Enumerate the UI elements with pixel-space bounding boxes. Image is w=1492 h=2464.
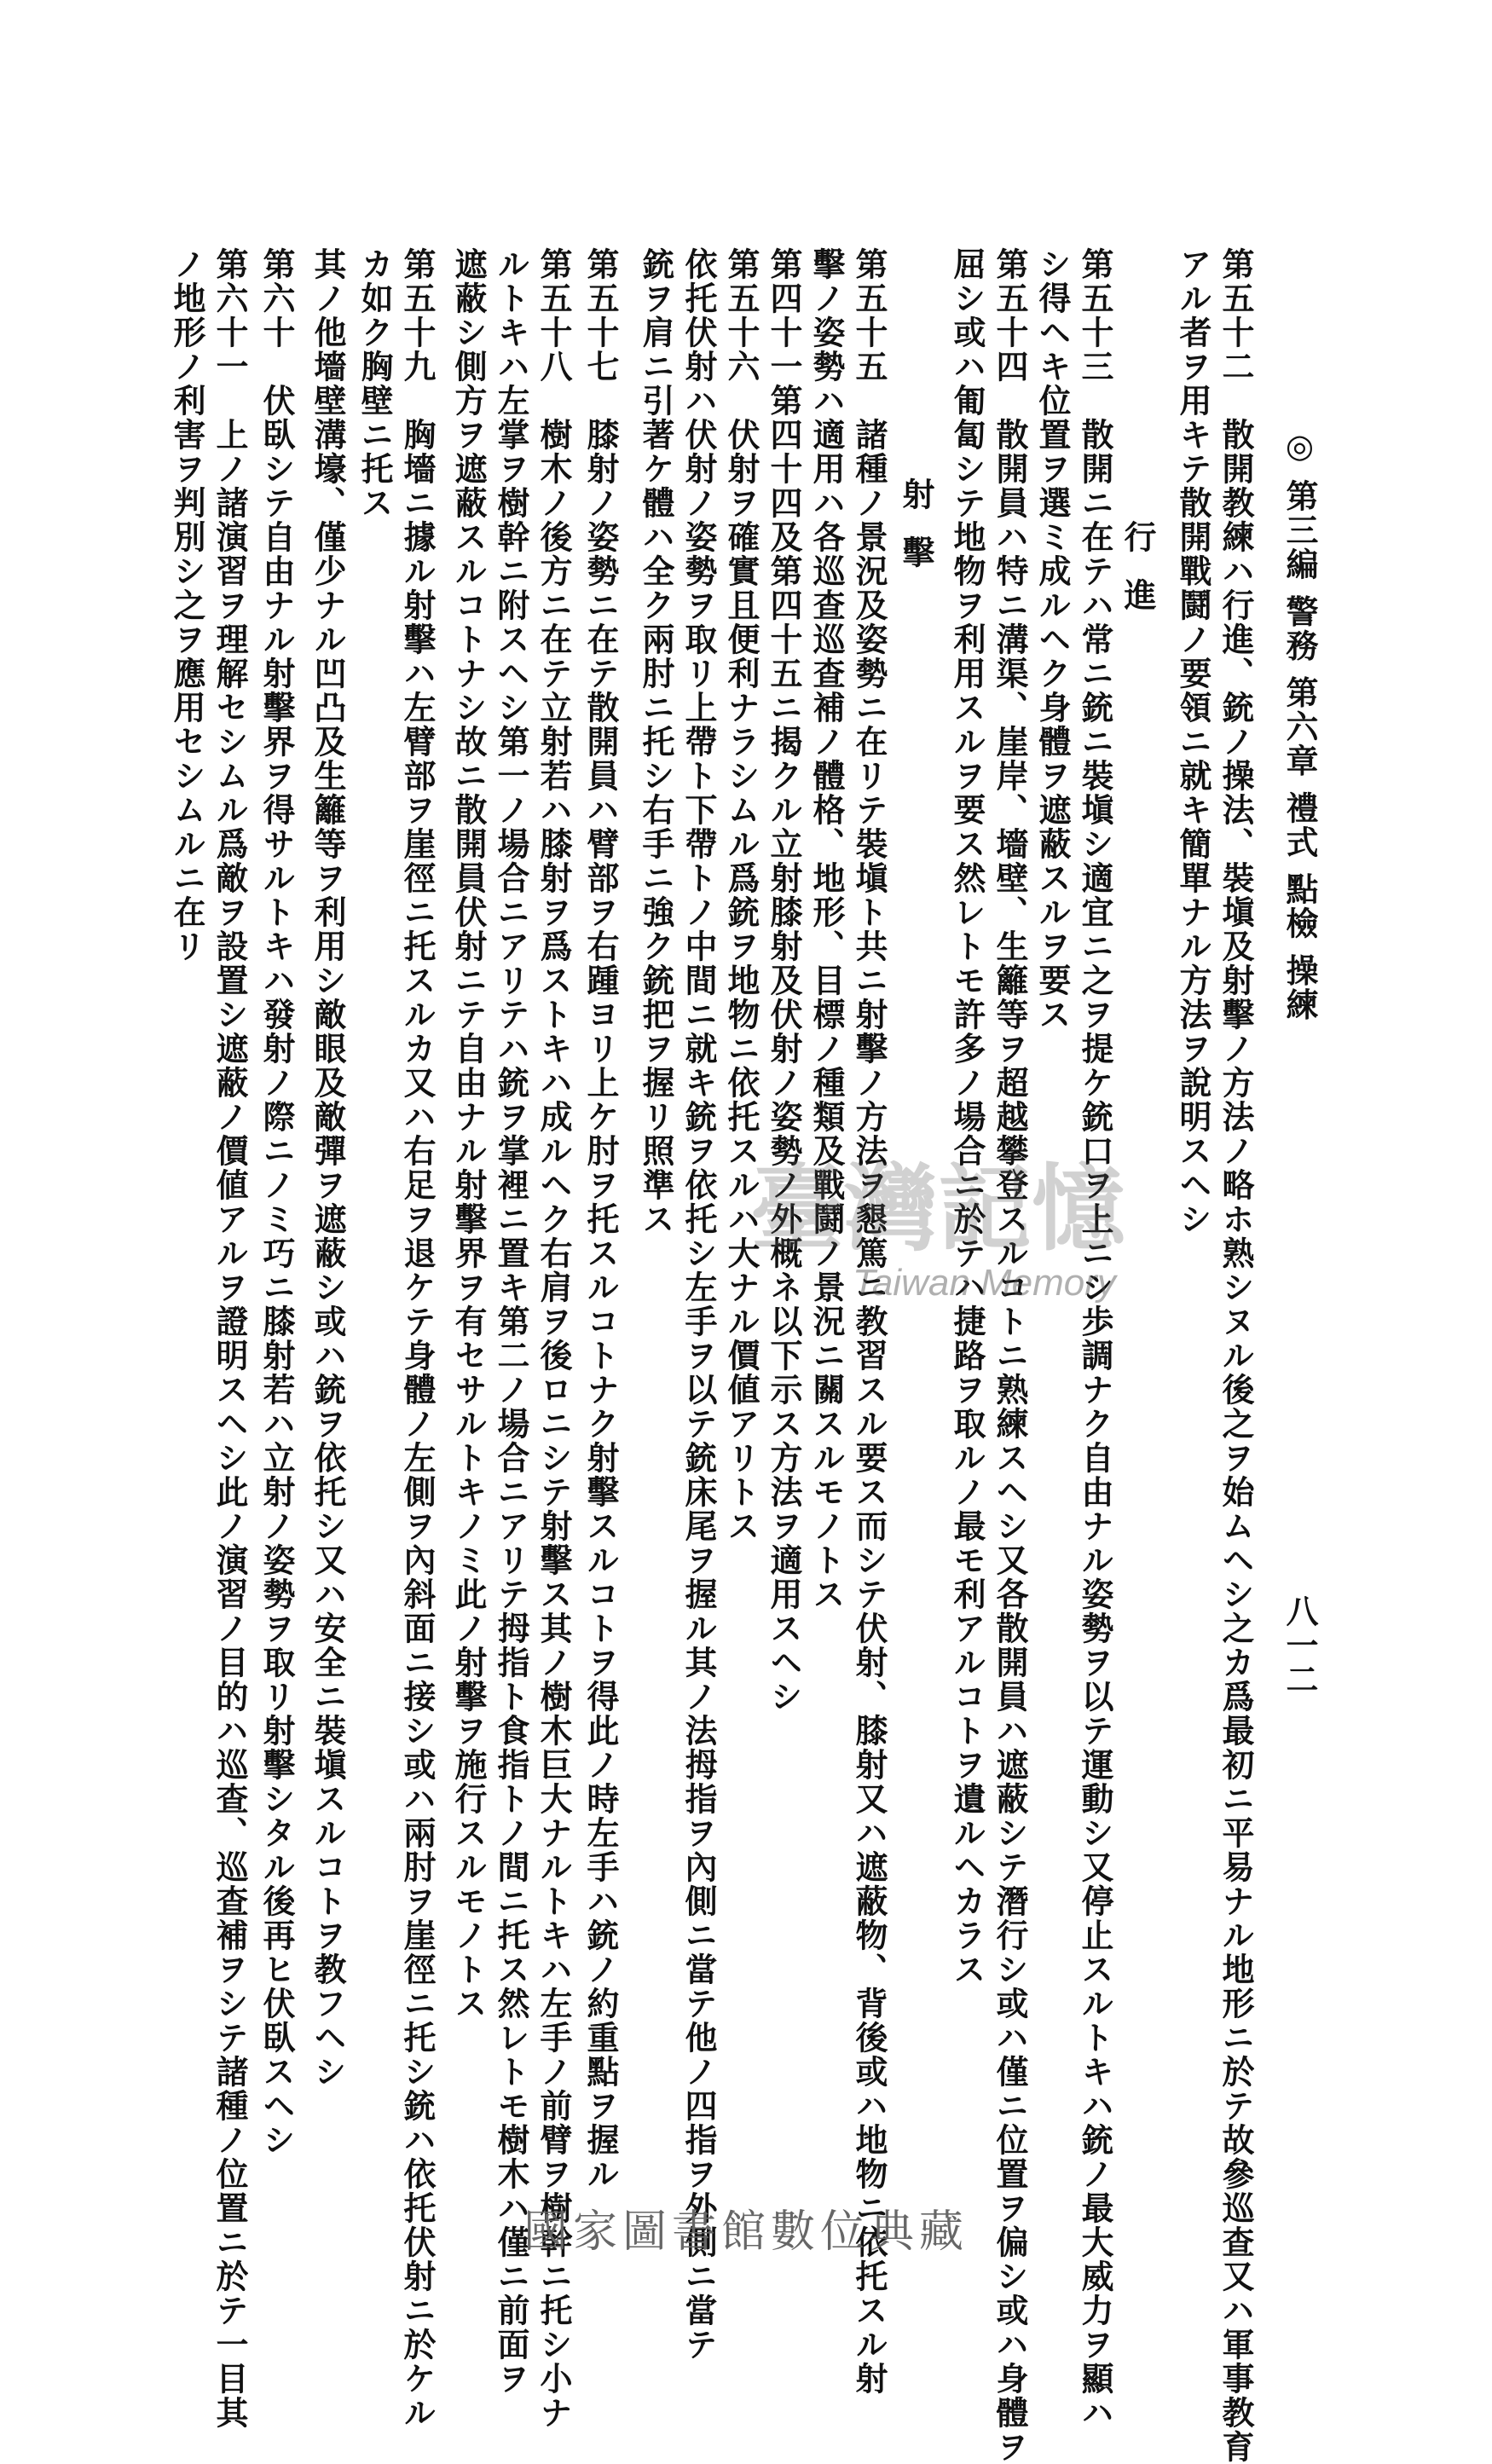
article-54-line-2: 屈シ或ハ匍匐シテ地物ヲ利用スルヲ要ス然レトモ許多ノ場合ニ於テハ捷路ヲ取ルノ最モ利アルコトヲ遺ルヘカラス bbox=[948, 247, 986, 1987]
article-60-line-1 bbox=[256, 247, 297, 2157]
article-text: 胸墻ニ據ル射擊ハ左臂部ヲ崖徑ニ托スルカ又ハ右足ヲ退ケテ身體ノ左側ヲ內斜面ニ接シ或ハ兩肘ヲ崖徑ニ托シ銃ハ依托伏射ニ於ケル bbox=[398, 418, 437, 2430]
article-text: 散開教練ハ行進、銃ノ操法、裝塡及射擊ノ方法ノ略ホ熟シヌル後之ヲ始ムヘシ之カ爲最初ニ平易ナル地形ニ於テ故參巡查又ハ軍事教育 bbox=[1217, 418, 1255, 2464]
article-52-line-2: アル者ヲ用キテ散開戰鬪ノ要領ニ就キ簡單ナル方法ヲ說明スヘシ bbox=[1174, 247, 1212, 1236]
article-number: 第六十 bbox=[257, 247, 296, 350]
article-55-line-1 bbox=[848, 247, 889, 2396]
article-number: 第五十七 bbox=[581, 247, 620, 384]
article-55-line-3: 第四十一第四十四及第四十五ニ揭クル立射膝射及伏射ノ姿勢ノ外概ネ以下示ス方法ヲ適用スヘシ bbox=[765, 247, 803, 1714]
article-56-line-1 bbox=[720, 247, 761, 1543]
article-text: 膝射ノ姿勢ニ在テ散開員ハ臂部ヲ右踵ヨリ上ケ肘ヲ托スルコトナク射擊スルコトヲ得此ノ時左手ハ銃ノ約重點ヲ握ル bbox=[581, 418, 620, 2191]
article-57-line-1 bbox=[580, 247, 621, 2191]
article-text: 伏射ヲ確實且便利ナラシムル爲銃ヲ地物ニ依托スルハ大ナル價値アリトス bbox=[722, 418, 760, 1543]
article-text: 散開ニ在テハ常ニ銃ニ裝塡シ適宜ニ之ヲ提ケ銃口ヲ上ニシ歩調ナク自由ナル姿勢ヲ以テ運動シ又停止スルトキハ銃ノ最大威力ヲ顯ハ bbox=[1076, 418, 1114, 2430]
article-56-line-3: 銃ヲ肩ニ引著ケ體ハ全ク兩肘ニ托シ右手ニ強ク銃把ヲ握リ照準ス bbox=[637, 247, 675, 1236]
article-number: 第五十六 bbox=[722, 247, 760, 384]
section-heading-shooting: 射擊 bbox=[897, 477, 935, 593]
article-58-line-3: 遮蔽シ側方ヲ遮蔽スルコトナシ故ニ散開員伏射ニテ自由ナル射擊界ヲ有セサルトキノミ此ノ射擊ヲ施行スルモノトス bbox=[449, 247, 488, 2021]
article-59-line-3: 其ノ他墻壁溝壕、僅少ナル凹凸及生籬等ヲ利用シ敵眼及敵彈ヲ遮蔽シ或ハ銃ヲ依托シ又ハ安全ニ裝塡スルコトヲ教フヘシ bbox=[309, 247, 347, 2089]
article-56-line-2: 依托伏射ハ伏射ノ姿勢ヲ取リ上帶ト下帶トノ中間ニ就キ銃ヲ依托シ左手ヲ以テ銃床尾ヲ握ル其ノ法拇指ヲ內側ニ當テ他ノ四指ヲ外側ニ當テ bbox=[679, 247, 718, 2362]
article-number: 第五十八 bbox=[535, 247, 573, 384]
article-number: 第五十二 bbox=[1217, 247, 1255, 384]
section-heading-march: 行進 bbox=[1119, 520, 1157, 636]
footer-credit: 國家圖書館數位典藏 bbox=[523, 2207, 969, 2258]
article-number: 第五十三 bbox=[1076, 247, 1114, 384]
article-text: 伏臥シテ自由ナル射擊界ヲ得サルトキハ發射ノ際ニノミ巧ニ膝射若ハ立射ノ姿勢ヲ取リ射擊シタル後再ヒ伏臥スヘシ bbox=[257, 384, 296, 2157]
article-61-line-2: ノ地形ノ利害ヲ判別シ之ヲ應用セシムルニ在リ bbox=[168, 247, 206, 963]
article-number: 第六十一 bbox=[211, 247, 249, 384]
article-59-line-1 bbox=[396, 247, 437, 2430]
article-61-line-1 bbox=[209, 247, 250, 2430]
watermark-subtitle: Taiwan Memory bbox=[853, 1262, 1116, 1304]
article-text: 上ノ諸演習ヲ理解セシムル爲敵ヲ設置シ遮蔽ノ價値アルヲ證明スヘシ此ノ演習ノ目的ハ巡查、巡查補ヲシテ諸種ノ位置ニ於テ一目其 bbox=[211, 418, 249, 2430]
article-59-line-2: カ如ク胸壁ニ托ス bbox=[356, 247, 394, 520]
article-text: 樹木ノ後方ニ在テ立射若ハ膝射ヲ爲ストキハ成ルヘク右肩ヲ後ロニシテ射擊ス其ノ樹木巨大ナルトキハ左手ノ前臂ヲ樹幹ニ托シ小ナ bbox=[535, 418, 573, 2430]
article-58-line-2: ルトキハ左掌ヲ樹幹ニ附スヘシ第一ノ場合ニアリテハ銃ヲ掌裡ニ置キ第二ノ場合ニアリテ拇指ト食指トノ間ニ托ス然レトモ樹木ハ僅ニ前面ヲ bbox=[492, 247, 530, 2396]
article-53-line-2: シ得ヘキ位置ヲ選ミ成ルヘク身體ヲ遮蔽スルヲ要ス bbox=[1033, 247, 1072, 1032]
page-number: 八一二 bbox=[1281, 1594, 1319, 1697]
article-number: 第五十九 bbox=[398, 247, 437, 384]
running-title: ◎ 第三編 警務 第六章 禮式 點檢 操練 bbox=[1281, 426, 1319, 1022]
article-text: 散開員ハ特ニ溝渠、崖岸、墻壁、生籬等ヲ超越攀登スルコトニ熟練スヘシ又各散開員ハ遮蔽シテ潛行シ或ハ僅ニ位置ヲ偏シ或ハ身體ヲ bbox=[991, 418, 1029, 2464]
article-number: 第五十五 bbox=[850, 247, 888, 384]
article-55-line-2: 擊ノ姿勢ハ適用ハ各巡查巡查補ノ體格、地形、目標ノ種類及戰鬪ノ景況ニ關スルモノトス bbox=[807, 247, 846, 1611]
article-54-line-1 bbox=[989, 247, 1030, 2464]
watermark-logo: 臺灣記憶 bbox=[750, 1154, 1125, 1264]
article-number: 第五十四 bbox=[991, 247, 1029, 384]
article-52-line-1 bbox=[1215, 247, 1256, 2464]
article-text: 諸種ノ景況及姿勢ニ在リテ裝塡ト共ニ射擊ノ方法ヲ懇篤ニ教習スル要ス而シテ伏射、膝射又ハ遮蔽物、背後或ハ地物ニ依托スル射 bbox=[850, 418, 888, 2396]
article-53-line-1 bbox=[1074, 247, 1115, 2430]
article-58-line-1 bbox=[533, 247, 574, 2430]
